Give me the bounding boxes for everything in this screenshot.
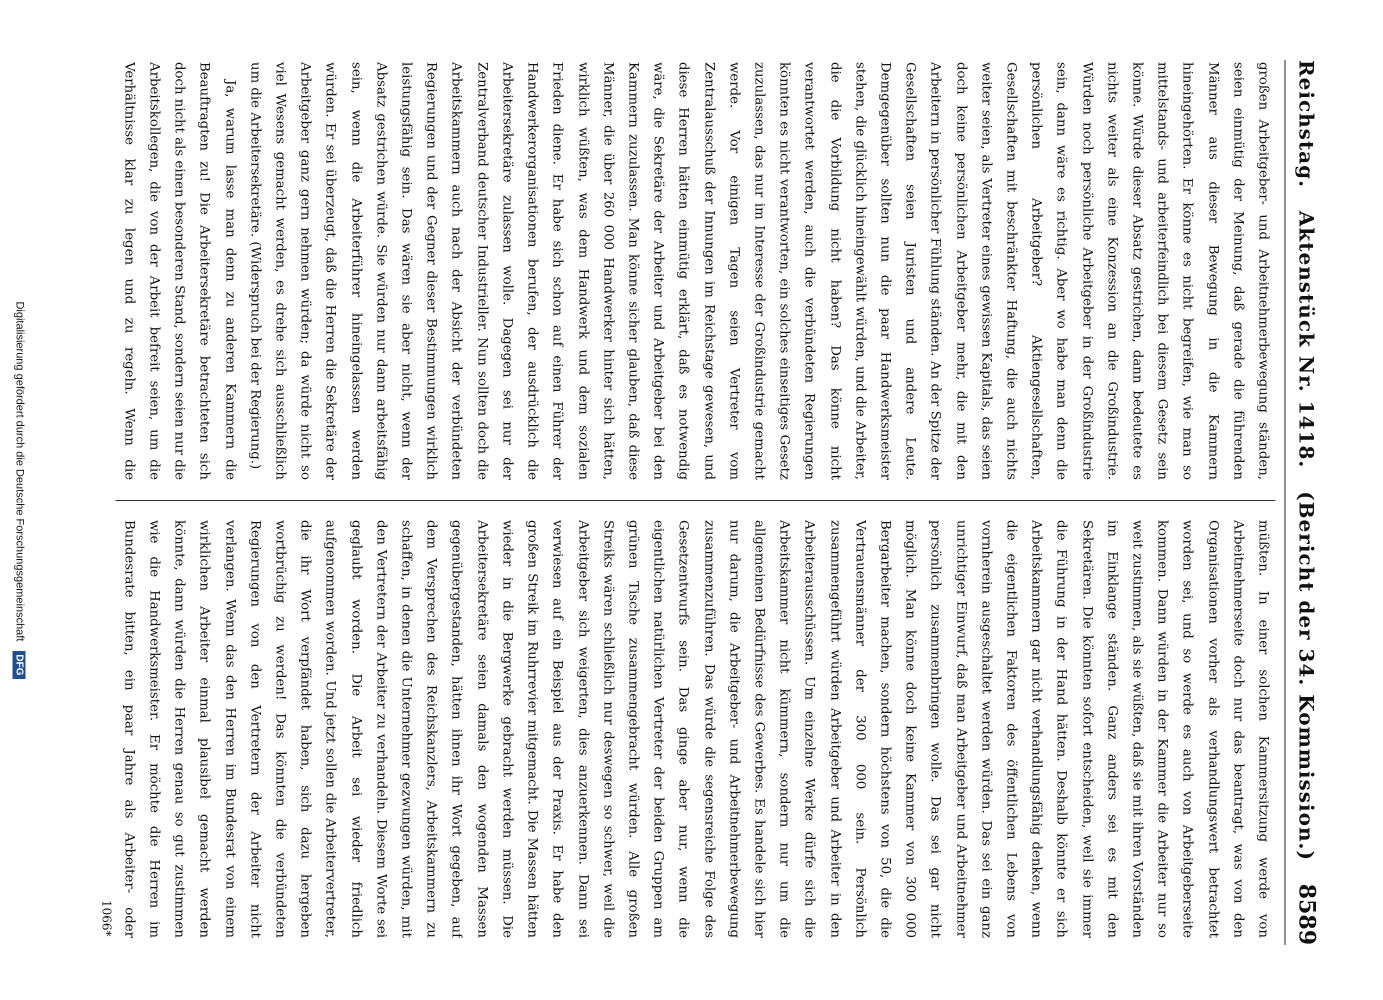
- digitization-text: Digitalisierung gefördert durch die Deutsche Forschungsgemeinschaft: [13, 301, 25, 642]
- left-paragraph-2: Ja, warum lasse man denn zu anderen Kammern die Beauftragten zu! Die Arbeitersekretäre betrachteten sich doch nicht als einen besonderen Stand, sondern seien nur die Arbeitskollegen, die von der Arbeit befreit seien, um die Verhältnisse klar zu legen und zu regeln. Wenn die: [120, 62, 237, 480]
- right-paragraph-1: müßten. In einer solchen Kammersitzung werde von Arbeitnehmerseite doch nur das beantragt, was von den Organisationen vorher als verhandlungswert betrachtet worden sei, und so werde es auch von Arbeitgeberseite kommen. Dann würden in der Kammer die Arbeiter nur so weit zustimmen, als sie wüßten, daß sie mit ihren Vorständen im Einklange ständen. Ganz anders sei es mit den Sekretären. Die könnten sofort entscheiden, weil sie immer die Führung in der Hand hätten. Deshalb könnte er sich Arbeitskammern gar nicht verhandlungsfähig denken, wenn die eigentlichen Faktoren des öffentlichen Lebens von vornherein ausgeschaltet werden würden. Das sei ein ganz unrichtiger Einwurf, daß man Arbeitgeber und Arbeitnehmer persönlich zusammenbringen wolle. Das sei gar nicht möglich. Man könne doch keine Kammer von 300 000 Bergarbeiter machen, sondern höchstens von 50, die die Vertrauensmänner der 300 000 sein. Persönlich zusammengeführt würden Arbeitgeber und Arbeiter in den Arbeiterausschüssen. Um einzelne Werke dürfe sich die Arbeitskammer nicht kümmern, sondern nur um die allgemeinen Bedürfnisse des Gewerbes. Es handele sich hier nur darum, die Arbeitgeber- und Arbeitnehmerbewegung zusammenzuführen. Das würde die segensreiche Folge des Gesetzentwurfs sein. Das ginge aber nur, wenn die eigentlichen natürlichen Vertreter der beiden Gruppen am grünen Tische zusammengebracht würden. Alle großen Streiks wären schließlich nur deswegen so schwer, weil die Arbeitgeber sich weigerten, dies anzuerkennen. Dann sei verwiesen auf ein Beispiel aus der Praxis. Er habe den großen Streik im Ruhrrevier mitgemacht. Die Massen hätten wieder in die Bergwerke gebracht werden müssen. Die Arbeitersekretäre seien damals den wogenden Massen gegenübergestanden, hätten ihnen ihr Wort gegeben, auf dem Versprechen des Reichskanzlers, Arbeitskammern zu schaffen, in denen die Unternehmer gezwungen würden, mit den Vertretern der Arbeiter zu verhandeln. Diesem Worte sei geglaubt worden. Die Arbeit sei wieder friedlich aufgenommen worden. Und jetzt sollen die Arbeitervertreter, die ihr Wort verpfändet haben, sich dazu hergeben wortbrüchig zu werden! Das könnten die verbündeten Regierungen von den Vertretern der Arbeiter nicht verlangen. Wenn das den Herren im Bundesrat von einem wirklichen Arbeiter einmal plausibel gemacht werden könnte, dann würden die Herren genau so gut zustimmen wie die Handwerksmeister. Er möchte die Herren im Bundesrate bitten, ein paar Jahre als Arbeiter- oder: [120, 520, 1270, 938]
- page-number: 8589: [1293, 883, 1319, 945]
- left-column: [115, 62, 1275, 480]
- header-rule: [1284, 60, 1285, 945]
- header-report-title: (Bericht der 34. Kommission.): [1294, 491, 1318, 861]
- dfg-logo: DFG: [13, 651, 26, 678]
- right-column: [115, 520, 1275, 938]
- digitization-note: [5, 0, 33, 990]
- header-left-title: Reichstag.: [1294, 60, 1318, 189]
- signature-mark: 1066*: [99, 900, 113, 937]
- page-header: [1289, 60, 1323, 945]
- column-divider: [115, 500, 1275, 501]
- header-document-number: Aktenstück Nr. 1418.: [1294, 210, 1318, 469]
- left-paragraph-1: großen Arbeitgeber- und Arbeitnehmerbewegung ständen, seien einmütig der Meinung, daß gerade die führenden Männer aus dieser Bewegung in die Kammern hineingehörten. Er könne es nicht begreifen, wie man so mittelstands- und arbeiterfeindlich bei diesem Gesetz sein könne. Würde dieser Absatz gestrichen, dann bedeutete es nichts weiter als eine Konzession an die Großindustrie. Würden noch persönliche Arbeitgeber in der Großindustrie sein, dann wäre es richtig. Aber wo habe man denn die persönlichen Arbeitgeber? Aktiengesellschaften, Gesellschaften mit beschränkter Haftung, die auch nichts weiter seien, als Vertreter eines gewissen Kapitals, das seien doch keine persönlichen Arbeitgeber mehr, die mit den Arbeitern in persönlicher Fühlung ständen. An der Spitze der Gesellschaften seien Juristen und andere Leute. Demgegenüber sollten nun die paar Handwerksmeister stehen, die glücklich hineingewählt würden, und die Arbeiter, die die Vorbildung nicht haben? Das könne nicht verantwortet werden, auch die verbündeten Regierungen könnten es nicht verantworten, ein solches einseitiges Gesetz zuzulassen, das nur im Interesse der Großindustrie gemacht werde. Vor einigen Tagen seien Vertreter vom Zentralausschuß der Innungen im Reichstage gewesen, und diese Herren hätten einmütig erklärt, daß es notwendig wäre, die Sekretäre der Arbeiter und Arbeitgeber bei den Kammern zuzulassen. Man könne sicher glauben, daß diese Männer, die über 260 000 Handwerker hinter sich hätten, wirklich wüßten, was dem Handwerk und dem sozialen Frieden diene. Er habe sich schon auf einen Führer der Handwerkerorganisationen berufen, der ausdrücklich die Arbeitersekretäre zulassen wolle. Dagegen sei nur der Zentralverband deutscher Industrieller. Nun sollten doch die Arbeitskammern auch nach der Absicht der verbündeten Regierungen und der Gegner dieser Bestimmungen wirklich leistungsfähig sein. Das wären sie aber nicht, wenn der Absatz gestrichen würde. Sie würden nur dann arbeitsfähig sein, wenn die Arbeiterführer hineingelassen werden würden. Er sei überzeugt, daß die Herren die Sekretäre der Arbeitgeber ganz gern nehmen würden; da würde nicht so viel Wesens gemacht werden, es drehe sich ausschließlich um die Arbeitersekretäre. (Widerspruch bei der Regierung.): [246, 62, 1270, 480]
